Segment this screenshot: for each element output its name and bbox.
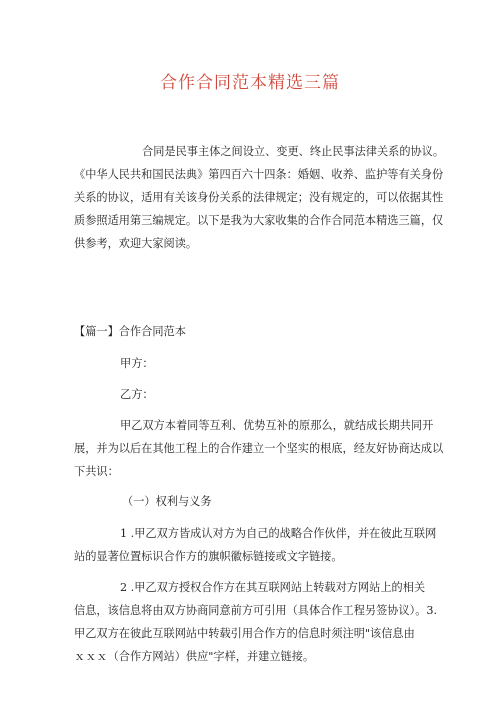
item-line: 2 .甲乙双方授权合作方在其互联网站上转载对方网站上的相关 [120,581,426,594]
paragraph-line: 下共识： [74,465,119,478]
party-a-label: 甲方： [120,357,154,370]
document-title: 合作合同范本精选三篇 [160,73,340,93]
item-line: ｘｘｘ（合作方网站）供应"字样，并建立链接。 [74,650,315,663]
intro-line: 合同是民事主体之间设立、变更、终止民事法律关系的协议。 [142,145,445,158]
item-line: 站的显著位置标识合作方的旗帜徽标链接或文字链接。 [74,550,343,563]
item-1-paragraph [74,522,446,568]
item-line: 1 .甲乙双方皆成认对方为自己的战略合作伙伴，并在彼此互联网 [120,527,437,540]
intro-paragraph [74,140,446,255]
item-line: 甲乙双方在彼此互联网站中转载引用合作方的信息时须注明"该信息由 [74,627,415,640]
consensus-paragraph [74,414,446,483]
intro-line: 《中华人民共和国民法典》第四百六十四条：婚姻、收养、监护等有关身份 [74,168,444,181]
section-heading: 【篇一】合作合同范本 [74,325,186,338]
party-b-label: 乙方： [120,388,154,401]
intro-line: 供参考，欢迎大家阅读。 [74,237,198,250]
party-b-block [74,383,446,406]
intro-line: 关系的协议，适用有关该身份关系的法律规定；没有规定的，可以依据其性 [74,191,444,204]
section-heading-block [74,320,446,343]
paragraph-line: 展，并为以后在其他工程上的合作建立一个坚实的根底，经友好协商达成以 [74,442,444,455]
sub-heading: （一）权利与义务 [122,495,212,508]
sub-heading-block [74,490,446,513]
party-a-block [74,352,446,375]
item-line: 信息，该信息将由双方协商同意前方可引用（具体合作工程另签协议）。3. [74,604,438,617]
paragraph-line: 甲乙双方本着同等互利、优势互补的原那么，就结成长期共同开 [120,419,434,432]
item-2-paragraph [74,576,446,668]
intro-line: 质参照适用第三编规定。以下是我为大家收集的合作合同范本精选三篇，仅 [74,214,444,227]
